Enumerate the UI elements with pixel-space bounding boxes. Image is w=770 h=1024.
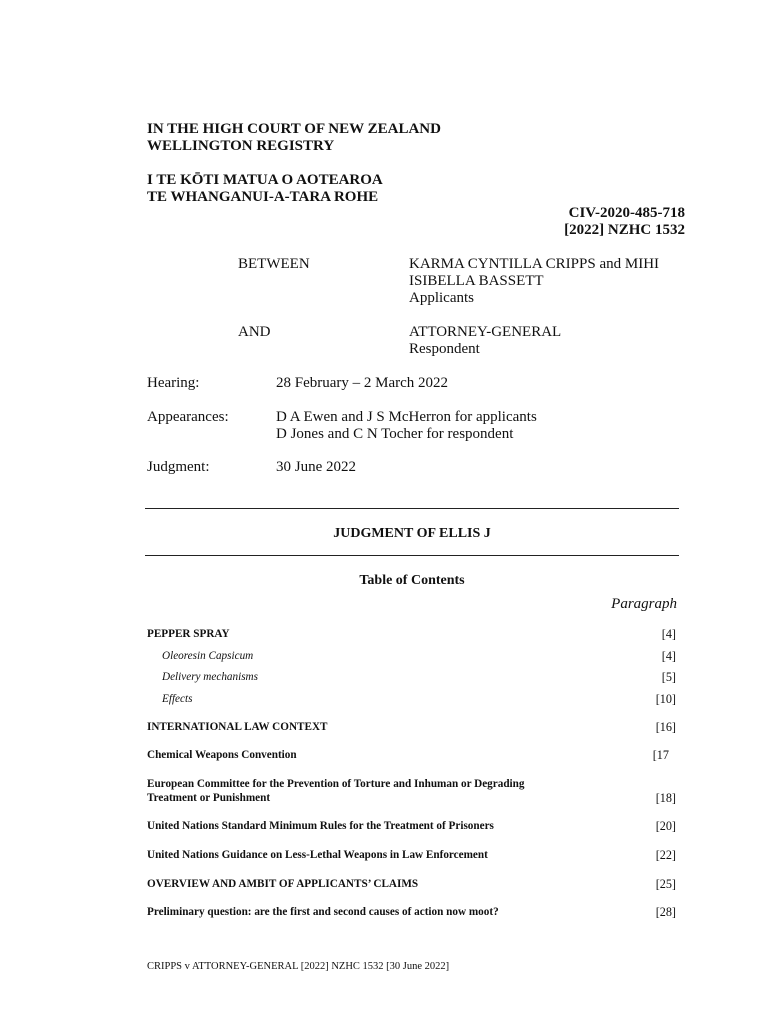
applicants-names: KARMA CYNTILLA CRIPPS and MIHI — [409, 256, 660, 272]
toc-entry-international-law[interactable]: INTERNATIONAL LAW CONTEXT — [147, 721, 328, 733]
court-name: IN THE HIGH COURT OF NEW ZEALAND — [147, 121, 441, 137]
toc-page-overview-ambit: [25] — [655, 877, 676, 891]
judgment-date: 30 June 2022 — [276, 459, 356, 475]
appearances-label: Appearances: — [147, 409, 229, 425]
toc-entry-overview-ambit[interactable]: OVERVIEW AND AMBIT OF APPLICANTS’ CLAIMS — [147, 878, 419, 890]
page-footer: CRIPPS v ATTORNEY-GENERAL [2022] NZHC 1532 [30 June 2022] — [147, 961, 450, 972]
respondent-role: Respondent — [409, 341, 480, 357]
court-registry: WELLINGTON REGISTRY — [147, 138, 335, 154]
toc-paragraph-label: Paragraph — [611, 596, 677, 612]
between-label: BETWEEN — [238, 256, 310, 272]
toc-page-preliminary-question: [28] — [655, 905, 676, 919]
bottom-rule — [145, 555, 679, 556]
toc-entry-chemical-weapons[interactable]: Chemical Weapons Convention — [147, 749, 297, 761]
judgment-date-label: Judgment: — [147, 459, 210, 475]
toc-page-pepper-spray: [4] — [661, 627, 676, 641]
appearances-respondent: D Jones and C N Tocher for respondent — [276, 426, 514, 442]
appearances-applicants: D A Ewen and J S McHerron for applicants — [276, 409, 537, 425]
case-citation: [2022] NZHC 1532 — [564, 222, 685, 238]
toc-entry-preliminary-question[interactable]: Preliminary question: are the first and second causes of action now moot? — [147, 906, 499, 918]
toc-page-delivery-mechanisms: [5] — [661, 670, 676, 684]
toc-entry-pepper-spray[interactable]: PEPPER SPRAY — [147, 628, 230, 640]
toc-page-chemical-weapons: [17 — [652, 748, 669, 762]
toc-page-effects: [10] — [655, 692, 676, 706]
and-label: AND — [238, 324, 271, 340]
toc-entry-delivery-mechanisms[interactable]: Delivery mechanisms — [162, 671, 258, 683]
hearing-label: Hearing: — [147, 375, 200, 391]
top-rule — [145, 508, 679, 509]
applicants-names-cont: ISIBELLA BASSETT — [409, 273, 544, 289]
applicants-role: Applicants — [409, 290, 474, 306]
court-name-maori: I TE KŌTI MATUA O AOTEAROA — [147, 172, 383, 188]
judgment-title: JUDGMENT OF ELLIS J — [333, 526, 491, 541]
toc-page-international-law: [16] — [655, 720, 676, 734]
toc-page-un-guidance: [22] — [655, 848, 676, 862]
hearing-date: 28 February – 2 March 2022 — [276, 375, 449, 391]
case-number: CIV-2020-485-718 — [568, 205, 685, 221]
toc-title: Table of Contents — [359, 573, 465, 588]
toc-entry-oleoresin-capsicum[interactable]: Oleoresin Capsicum — [162, 650, 254, 662]
respondent-name: ATTORNEY-GENERAL — [409, 324, 562, 340]
toc-entry-european-committee[interactable]: European Committee for the Prevention of Torture and Inhuman or Degrading Treatment or Punishment — [147, 778, 525, 804]
toc-entry-un-standard-rules[interactable]: United Nations Standard Minimum Rules for the Treatment of Prisoners — [147, 820, 494, 832]
toc-page-un-standard-rules: [20] — [655, 819, 676, 833]
court-registry-maori: TE WHANGANUI-A-TARA ROHE — [147, 189, 379, 205]
toc-page-oleoresin-capsicum: [4] — [661, 649, 676, 663]
toc-entry-effects[interactable]: Effects — [162, 693, 193, 705]
toc-entry-un-guidance[interactable]: United Nations Guidance on Less-Lethal Weapons in Law Enforcement — [147, 849, 488, 861]
toc-page-european-committee: [18] — [655, 791, 676, 805]
